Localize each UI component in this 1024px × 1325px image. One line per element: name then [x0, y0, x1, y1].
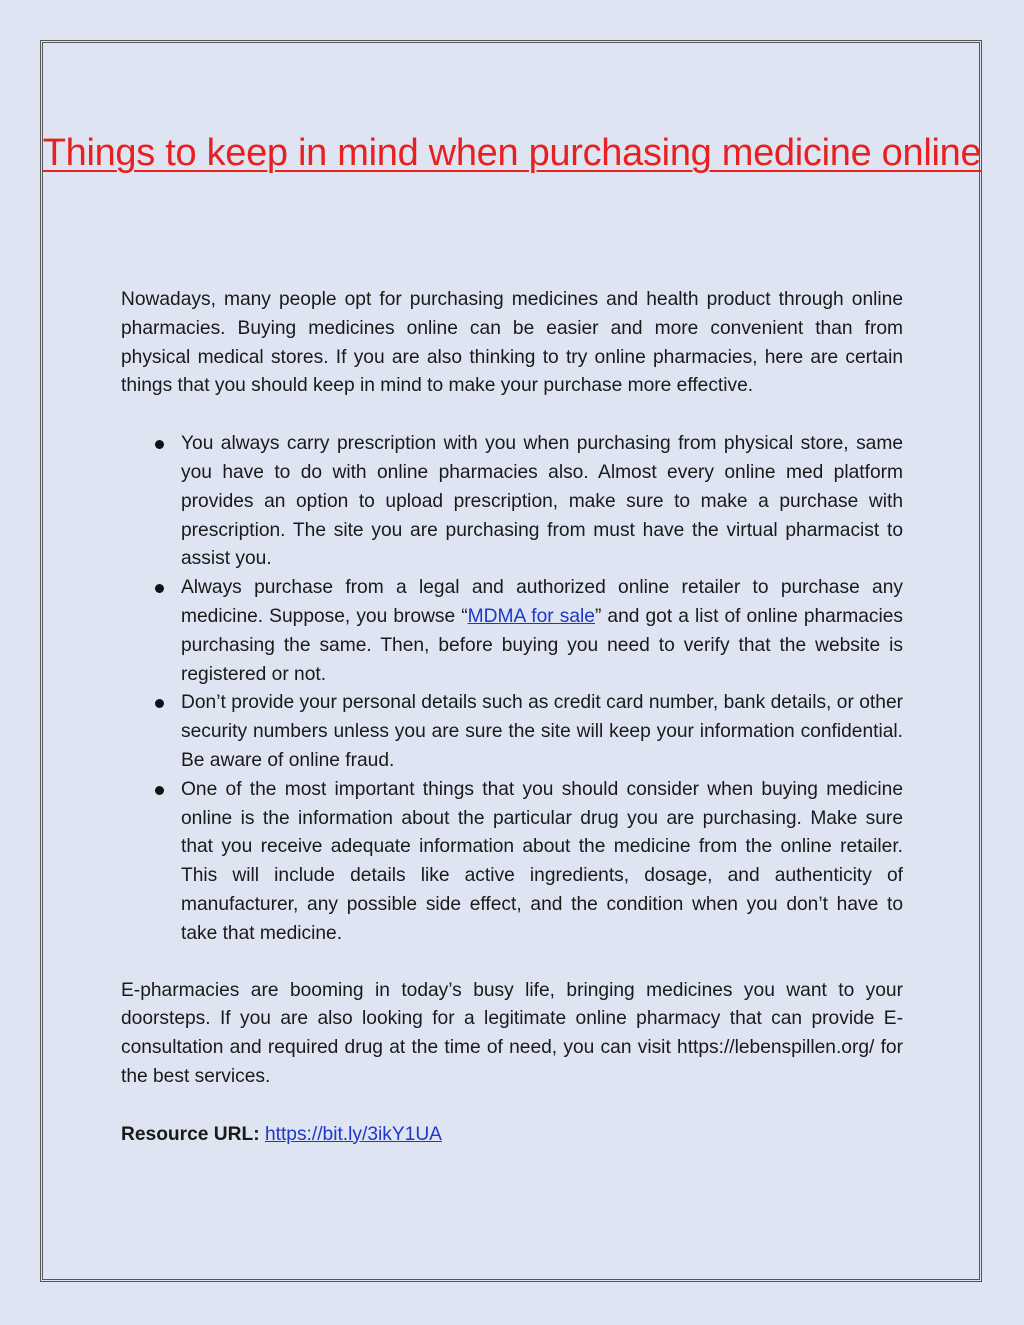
- tips-list: [121, 430, 903, 948]
- mdma-for-sale-link[interactable]: MDMA for sale: [467, 605, 595, 627]
- resource-url-link[interactable]: https://bit.ly/3ikY1UA: [264, 1123, 442, 1145]
- list-item-text-after: ” and got a list of online pharmacies purchasing the same. Then, before buying you need to verify that the website is registered or not.: [181, 605, 904, 685]
- closing-paragraph: E-pharmacies are booming in today’s busy life, bringing medicines you want to your doorsteps. If you are also looking for a legitimate online pharmacy that can provide E-consultation and required drug at the time of need, you can visit https://lebenspillen.org/ for the best services.: [121, 979, 903, 1087]
- bullet-icon: [155, 786, 164, 795]
- list-item-text: You always carry prescription with you when purchasing from physical store, same you have to do with online pharmacies also. Almost every online med platform provides an option to upload prescription, make sure to make a purchase with prescription. The site you are purchasing from must have the virtual pharmacist to assist you.: [181, 433, 903, 570]
- list-item-text: Don’t provide your personal details such as credit card number, bank details, or other security numbers unless you are sure the site will keep your information confidential. Be aware of online fraud.: [181, 692, 903, 771]
- document-title: Things to keep in mind when purchasing medicine online: [42, 132, 982, 174]
- bullet-icon: [155, 584, 164, 593]
- intro-paragraph: Nowadays, many people opt for purchasing medicines and health product through online pharmacies. Buying medicines online can be easier and more convenient than from physical medical stores. If you are also thinking to try online pharmacies, here are certain things that you should keep in mind to make your purchase more effective.: [121, 289, 903, 397]
- list-item: [121, 574, 903, 689]
- resource-line: [121, 1121, 903, 1150]
- list-item: [121, 430, 903, 574]
- bullet-icon: [155, 699, 164, 708]
- list-item-text: One of the most important things that you should consider when buying medicine online is the information about the particular drug you are purchasing. Make sure that you receive adequate information about the medicine from the online retailer. This will include details like active ingredients, dosage, and authenticity of manufacturer, any possible side effect, and the condition when you don’t have to take that medicine.: [181, 778, 903, 944]
- list-item: [121, 689, 903, 775]
- document-body: [121, 286, 903, 1150]
- list-item-text-before: Always purchase from a legal and authorized online retailer to purchase any medicine. Suppose, you browse “: [181, 577, 903, 627]
- bullet-icon: [155, 440, 164, 449]
- list-item: [121, 776, 903, 949]
- resource-label: Resource URL:: [121, 1123, 260, 1145]
